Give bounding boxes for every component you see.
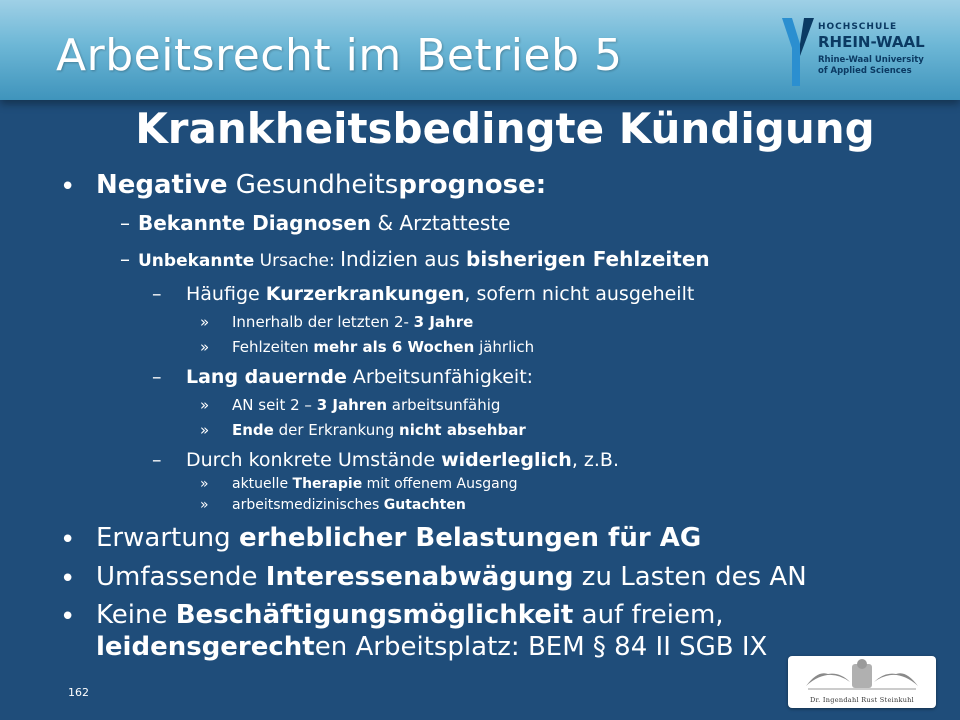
item-letzte-jahre: Innerhalb der letzten 2- 3 Jahre	[232, 313, 474, 331]
university-logo	[778, 12, 948, 90]
logo-line-4: of Applied Sciences	[818, 66, 912, 76]
item-ende-erkrankung: Ende der Erkrankung nicht absehbar	[232, 421, 526, 439]
bullet-marker: •	[60, 525, 76, 555]
header-title: Arbeitsrecht im Betrieb 5	[56, 30, 623, 81]
sub-marker: »	[200, 476, 209, 492]
dash-marker: –	[152, 366, 162, 388]
page-number: 162	[68, 686, 89, 699]
item-therapie: aktuelle Therapie mit offenem Ausgang	[232, 476, 518, 492]
bullet-marker: •	[60, 564, 76, 594]
logo-line-3: Rhine-Waal University	[818, 55, 924, 65]
header-bar	[0, 0, 960, 100]
item-an-seit: AN seit 2 – 3 Jahren arbeitsunfähig	[232, 396, 501, 414]
slide-title: Krankheitsbedingte Kündigung	[135, 104, 875, 153]
bullet-interessenabwaegung: Umfassende Interessenabwägung zu Lasten des AN	[96, 562, 807, 592]
sub-marker: »	[200, 396, 210, 414]
bullet-beschaeftigungsmoeglichkeit-cont: leidensgerechten Arbeitsplatz: BEM § 84 II SGB IX	[96, 632, 768, 662]
logo-y-icon	[778, 16, 818, 88]
sub-lang-dauernde: Lang dauernde Arbeitsunfähigkeit:	[186, 366, 534, 388]
sub-bekannte-diagnosen: Bekannte Diagnosen & Arztatteste	[138, 211, 511, 235]
sub-widerleglich: Durch konkrete Umstände widerleglich, z.B.	[186, 449, 620, 471]
firm-crest-icon	[788, 656, 936, 696]
sub-marker: »	[200, 497, 209, 513]
bullet-marker: •	[60, 172, 76, 202]
dash-marker: –	[120, 211, 130, 235]
item-fehlzeiten: Fehlzeiten mehr als 6 Wochen jährlich	[232, 338, 535, 356]
dash-marker: –	[152, 283, 162, 305]
sub-marker: »	[200, 338, 210, 356]
logo-line-2: RHEIN-WAAL	[818, 33, 925, 51]
sub-haeufige-kurzerkrankungen: Häufige Kurzerkrankungen, sofern nicht ausgeheilt	[186, 283, 695, 305]
logo-line-1: HOCHSCHULE	[818, 22, 898, 32]
firm-name: Dr. Ingendahl Rust Steinkuhl	[809, 696, 915, 704]
bullet-negative-prognose: Negative Gesundheitsprognose:	[96, 170, 547, 200]
sub-marker: »	[200, 313, 210, 331]
bullet-marker: •	[60, 602, 76, 632]
sub-marker: »	[200, 421, 210, 439]
item-gutachten: arbeitsmedizinisches Gutachten	[232, 497, 466, 513]
bullet-erwartung: Erwartung erheblicher Belastungen für AG	[96, 523, 702, 553]
bullet-beschaeftigungsmoeglichkeit: Keine Beschäftigungsmöglichkeit auf freiem,	[96, 600, 724, 630]
law-firm-logo	[788, 656, 936, 708]
sub-unbekannte-ursache: Unbekannte Ursache: Indizien aus bisherigen Fehlzeiten	[138, 247, 710, 271]
dash-marker: –	[152, 449, 162, 471]
dash-marker: –	[120, 247, 130, 271]
